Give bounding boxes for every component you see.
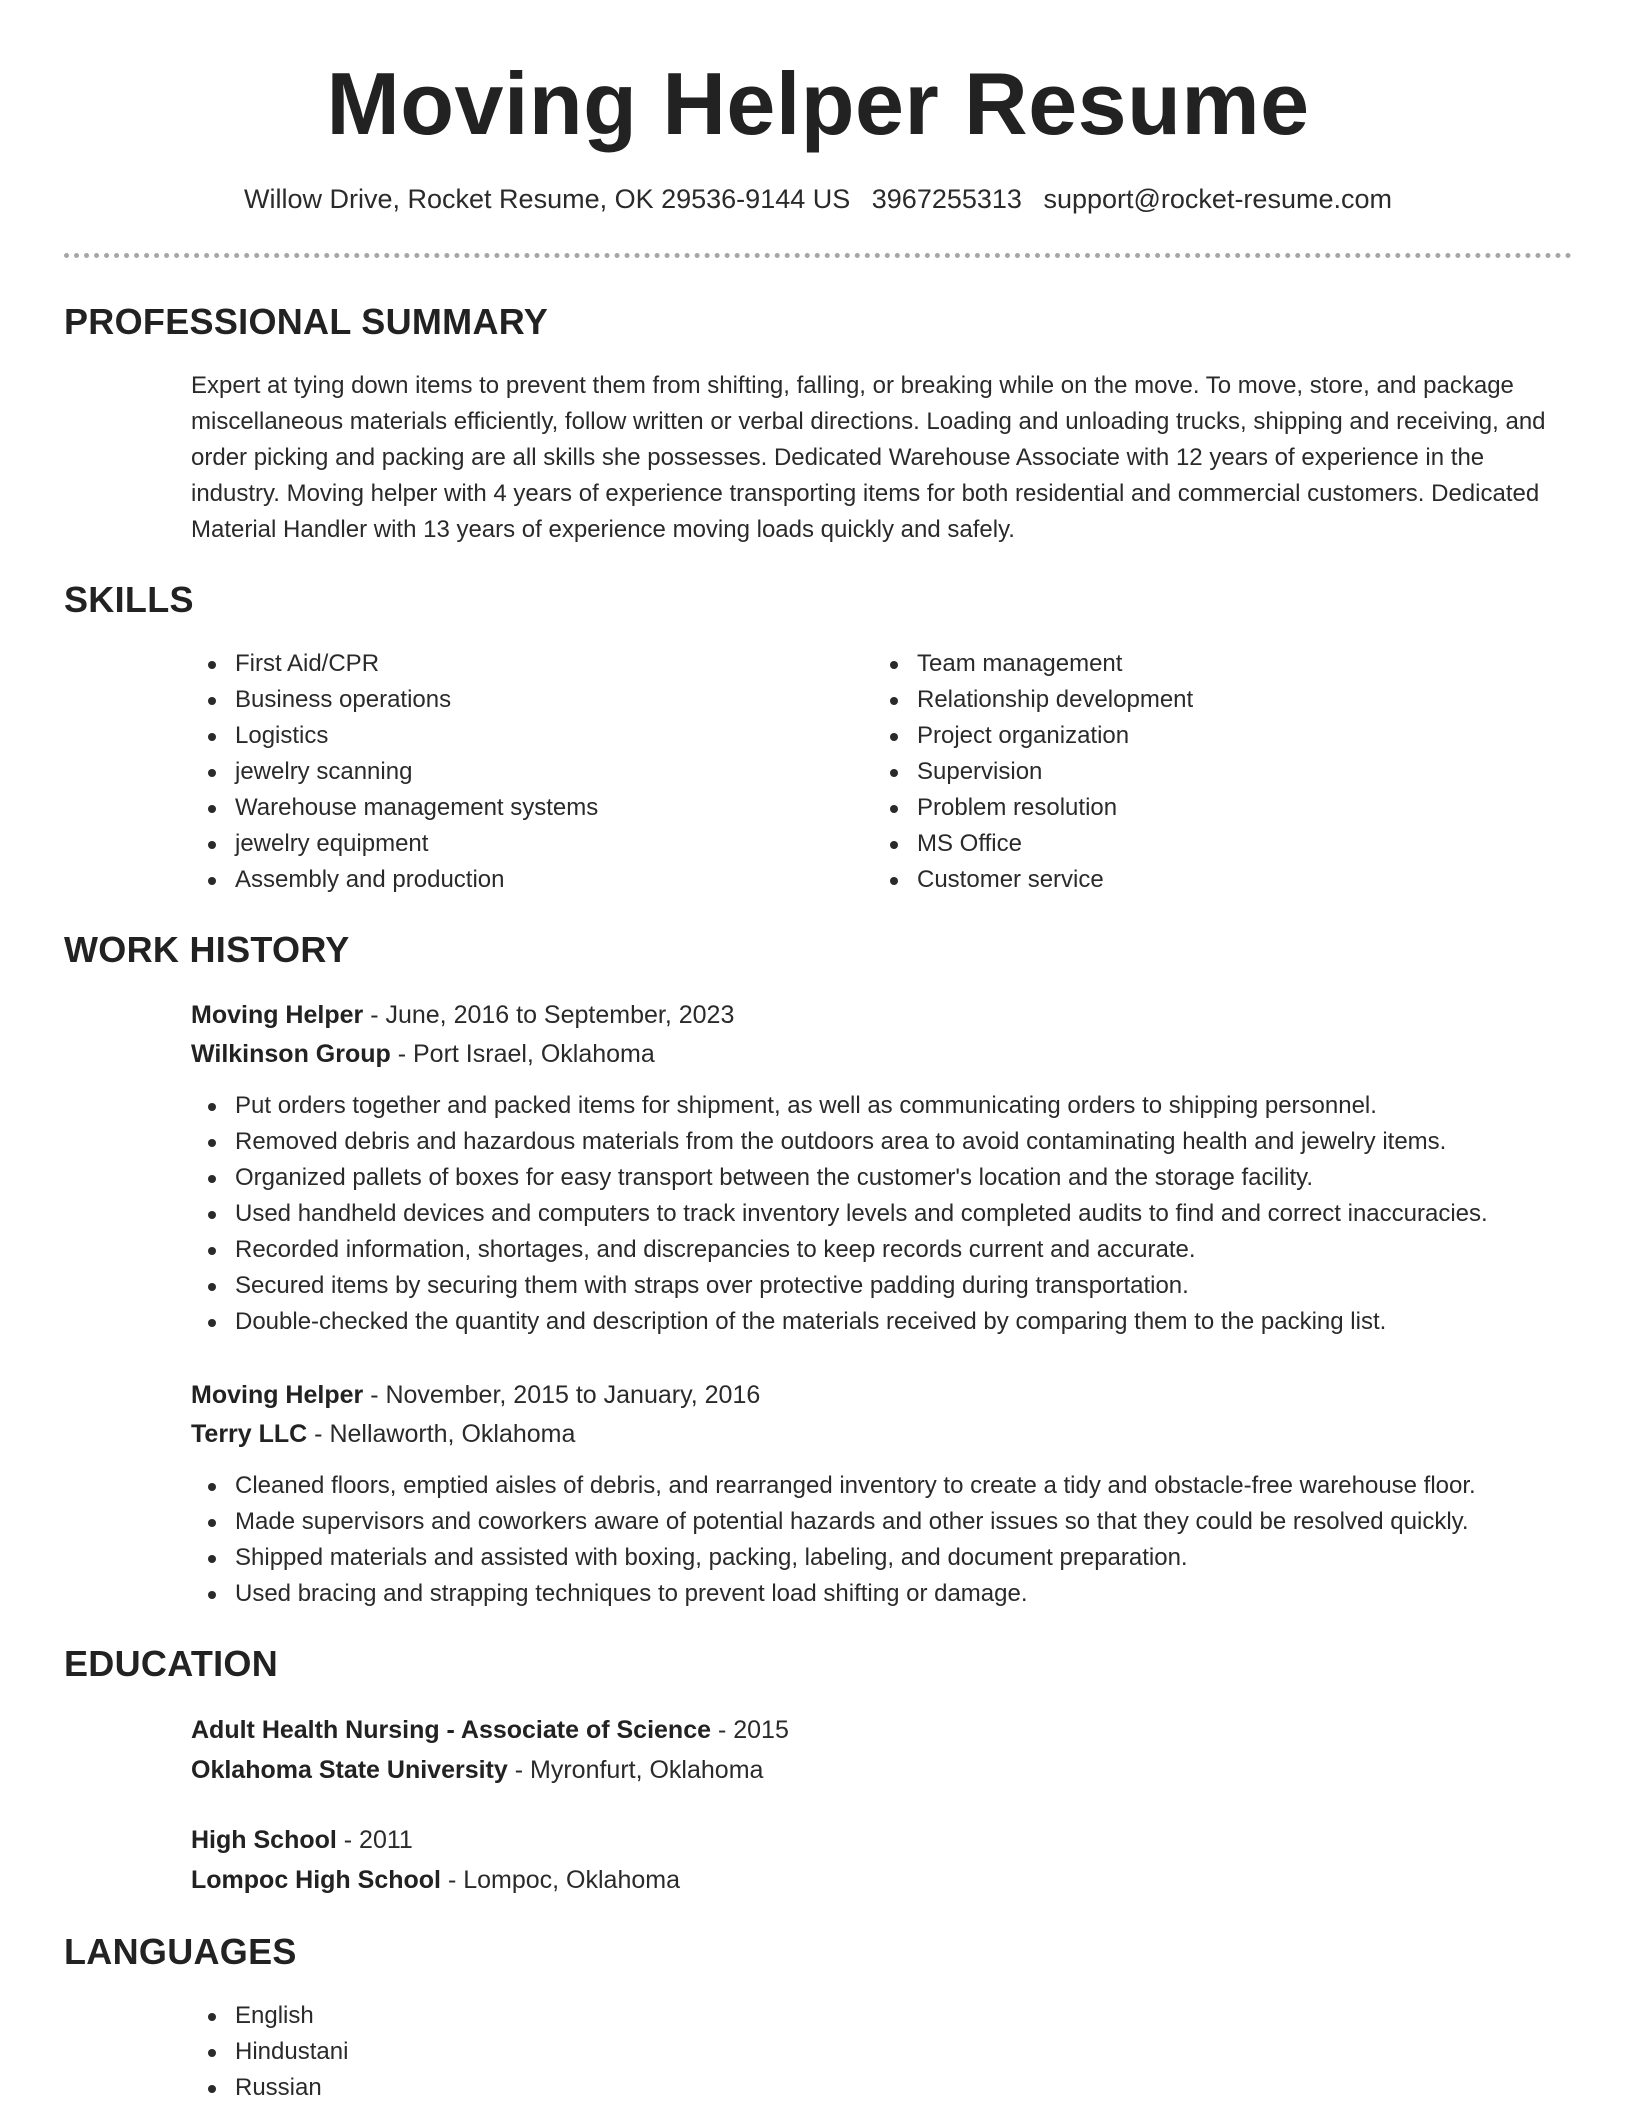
skill-item: Assembly and production bbox=[191, 862, 873, 898]
job-title-line bbox=[191, 1376, 1572, 1415]
contact-address: Willow Drive, Rocket Resume, OK 29536-9144 US bbox=[244, 184, 851, 214]
job-location: - Nellaworth, Oklahoma bbox=[307, 1420, 576, 1448]
job-bullet: Secured items by securing them with straps over protective padding during transportation. bbox=[191, 1268, 1572, 1304]
job-entry bbox=[191, 1376, 1572, 1612]
skill-item: Relationship development bbox=[873, 682, 1555, 718]
education-degree-line bbox=[191, 1820, 1572, 1860]
job-dates: - November, 2015 to January, 2016 bbox=[363, 1381, 761, 1409]
job-bullet: Removed debris and hazardous materials from the outdoors area to avoid contaminating health and jewelry items. bbox=[191, 1124, 1572, 1160]
job-bullet: Made supervisors and coworkers aware of potential hazards and other issues so that they could be resolved quickly. bbox=[191, 1504, 1572, 1540]
languages-heading: LANGUAGES bbox=[64, 1931, 297, 1972]
job-location: - Port Israel, Oklahoma bbox=[390, 1040, 655, 1068]
contact-email: support@rocket-resume.com bbox=[1043, 184, 1392, 214]
skill-item: Business operations bbox=[191, 682, 873, 718]
skill-item: Team management bbox=[873, 646, 1555, 682]
skill-item: Supervision bbox=[873, 754, 1555, 790]
skill-item: Logistics bbox=[191, 718, 873, 754]
education-entry bbox=[191, 1820, 1572, 1900]
resume-title: Moving Helper Resume bbox=[326, 54, 1310, 153]
summary-heading: PROFESSIONAL SUMMARY bbox=[64, 301, 549, 342]
skill-item: First Aid/CPR bbox=[191, 646, 873, 682]
job-bullet: Used handheld devices and computers to track inventory levels and completed audits to find and correct inaccuracies. bbox=[191, 1196, 1572, 1232]
education-school: Lompoc High School bbox=[191, 1866, 441, 1894]
job-bullet: Organized pallets of boxes for easy transport between the customer's location and the storage facility. bbox=[191, 1160, 1572, 1196]
languages-list bbox=[191, 1998, 1572, 2106]
contact-line bbox=[64, 181, 1572, 217]
resume-page bbox=[64, 0, 1572, 2106]
education-degree: High School bbox=[191, 1826, 337, 1854]
education-school-line bbox=[191, 1750, 1572, 1790]
skills-section bbox=[64, 578, 1572, 898]
job-title-line bbox=[191, 996, 1572, 1035]
skill-item: Warehouse management systems bbox=[191, 790, 873, 826]
skill-item: Project organization bbox=[873, 718, 1555, 754]
education-school: Oklahoma State University bbox=[191, 1756, 508, 1784]
skills-column-right bbox=[873, 646, 1555, 898]
work-section bbox=[64, 928, 1572, 1612]
job-company-line bbox=[191, 1415, 1572, 1454]
language-item: Hindustani bbox=[191, 2034, 1572, 2070]
skill-item: jewelry scanning bbox=[191, 754, 873, 790]
job-bullet: Shipped materials and assisted with boxing, packing, labeling, and document preparation. bbox=[191, 1540, 1572, 1576]
contact-phone: 3967255313 bbox=[871, 184, 1022, 214]
language-item: English bbox=[191, 1998, 1572, 2034]
education-location: - Lompoc, Oklahoma bbox=[441, 1866, 680, 1894]
job-bullet: Used bracing and strapping techniques to prevent load shifting or damage. bbox=[191, 1576, 1572, 1612]
job-title: Moving Helper bbox=[191, 1381, 364, 1409]
summary-section bbox=[64, 300, 1572, 548]
job-company: Terry LLC bbox=[191, 1420, 308, 1448]
skill-item: MS Office bbox=[873, 826, 1555, 862]
education-school-line bbox=[191, 1860, 1572, 1900]
job-title: Moving Helper bbox=[191, 1001, 364, 1029]
job-bullets bbox=[191, 1468, 1572, 1612]
job-bullet: Recorded information, shortages, and discrepancies to keep records current and accurate. bbox=[191, 1232, 1572, 1268]
job-bullet: Double-checked the quantity and description of the materials received by comparing them to the packing list. bbox=[191, 1304, 1572, 1340]
education-entry bbox=[191, 1710, 1572, 1790]
skill-item: Problem resolution bbox=[873, 790, 1555, 826]
job-company-line bbox=[191, 1035, 1572, 1074]
education-degree: Adult Health Nursing - Associate of Science bbox=[191, 1716, 712, 1744]
education-location: - Myronfurt, Oklahoma bbox=[507, 1756, 764, 1784]
education-year: - 2015 bbox=[711, 1716, 789, 1744]
skill-item: jewelry equipment bbox=[191, 826, 873, 862]
skills-heading: SKILLS bbox=[64, 579, 194, 620]
education-section bbox=[64, 1642, 1572, 1900]
header-divider bbox=[64, 253, 1572, 258]
job-dates: - June, 2016 to September, 2023 bbox=[363, 1001, 735, 1029]
education-year: - 2011 bbox=[336, 1826, 413, 1854]
skill-item: Customer service bbox=[873, 862, 1555, 898]
job-entry bbox=[191, 996, 1572, 1340]
job-bullets bbox=[191, 1088, 1572, 1340]
work-heading: WORK HISTORY bbox=[64, 929, 350, 970]
language-item: Russian bbox=[191, 2070, 1572, 2106]
education-heading: EDUCATION bbox=[64, 1643, 279, 1684]
job-bullet: Put orders together and packed items for shipment, as well as communicating orders to shipping personnel. bbox=[191, 1088, 1572, 1124]
education-degree-line bbox=[191, 1710, 1572, 1750]
skills-columns bbox=[191, 646, 1572, 898]
languages-section bbox=[64, 1930, 1572, 2106]
job-company: Wilkinson Group bbox=[191, 1040, 391, 1068]
summary-text: Expert at tying down items to prevent them from shifting, falling, or breaking while on the move. To move, store, and package miscellaneous materials efficiently, follow written or verbal directions. Loading and unloading trucks, shipping and receiving, and order picking and packing are all skills she possesses. Dedicated Warehouse Associate with 12 years of experience in the industry. Moving helper with 4 years of experience transporting items for both residential and commercial customers. Dedicated Material Handler with 13 years of experience moving loads quickly and safely. bbox=[191, 372, 1546, 543]
skills-column-left bbox=[191, 646, 873, 898]
job-bullet: Cleaned floors, emptied aisles of debris, and rearranged inventory to create a tidy and obstacle-free warehouse floor. bbox=[191, 1468, 1572, 1504]
